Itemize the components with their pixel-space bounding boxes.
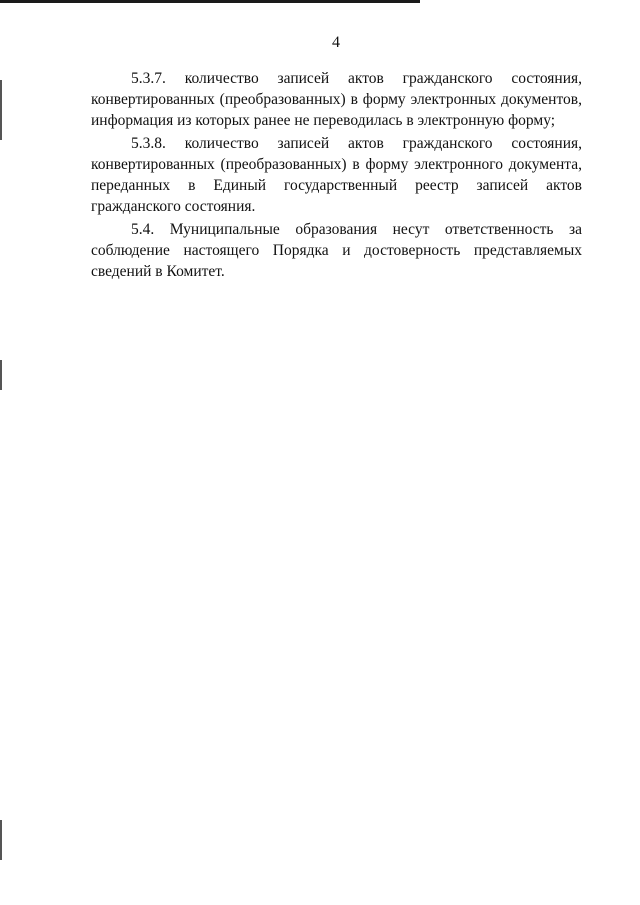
scan-edge-mark (0, 80, 2, 140)
paragraph-5-3-7 (91, 68, 582, 131)
clause-text: количество записей актов гражданского состояния, конвертированных (преобразованных) в форму электронных документов, информация из которых ранее не переводилась в электронную форму; (91, 70, 583, 129)
top-border-line (0, 0, 420, 3)
clause-number: 5.3.8. (131, 135, 166, 152)
clause-number: 5.4. (131, 221, 155, 238)
scan-edge-mark (0, 820, 2, 860)
document-body (91, 68, 582, 284)
scan-edge-mark (0, 360, 2, 390)
clause-number: 5.3.7. (131, 70, 166, 87)
clause-text: количество записей актов гражданского состояния, конвертированных (преобразованных) в форму электронного документа, переданных в Единый государственный реестр записей актов гражданского состояния. (91, 135, 583, 215)
paragraph-5-4 (91, 219, 582, 282)
clause-text: Муниципальные образования несут ответственность за соблюдение настоящего Порядка и достоверность представляемых сведений в Комитет. (91, 221, 583, 280)
paragraph-5-3-8 (91, 133, 582, 217)
page-number: 4 (332, 34, 340, 51)
